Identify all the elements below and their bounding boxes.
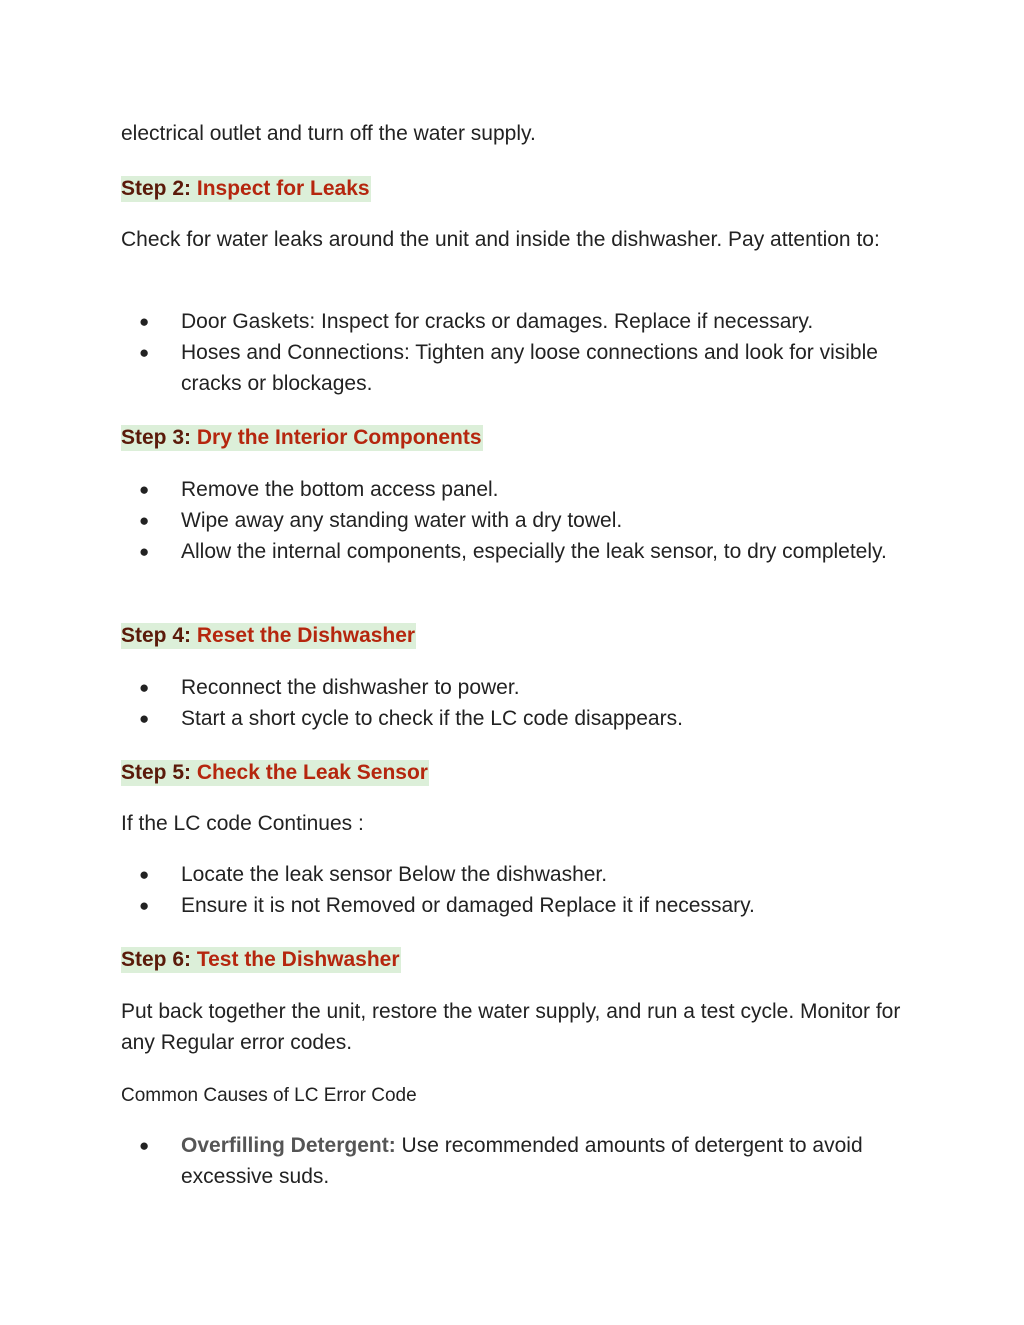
list-item-text: Remove the bottom access panel. [181,478,499,501]
bullet-icon: ● [139,865,150,884]
list-item-text: Allow the internal components, especially the leak sensor, to dry completely. [181,540,887,563]
intro-paragraph: electrical outlet and turn off the water supply. [121,122,536,145]
step-2-description: Check for water leaks around the unit and inside the dishwasher. Pay attention to: [121,228,880,251]
step-5-heading [121,757,911,788]
list-item-text: Locate the leak sensor Below the dishwasher. [181,863,608,886]
list-item [121,859,911,890]
step-4-list [121,672,911,734]
list-item [121,703,911,734]
step-2-list [121,306,911,399]
step-2-heading [121,173,911,204]
list-item [121,337,911,399]
step-2-highlight [121,176,371,202]
step-6-heading [121,944,911,975]
step-3-highlight [121,425,483,451]
step-3-prefix: Step 3: [121,426,197,449]
step-5-description: If the LC code Continues : [121,812,364,835]
step-2-prefix: Step 2: [121,177,197,200]
step-6-prefix: Step 6: [121,948,197,971]
list-item-text: Door Gaskets: Inspect for cracks or damages. Replace if necessary. [181,310,814,333]
step-4-title: Reset the Dishwasher [196,624,416,647]
bullet-icon: ● [139,312,150,331]
list-item-text: Wipe away any standing water with a dry towel. [181,509,623,532]
bullet-icon: ● [139,343,150,362]
bullet-icon: ● [139,542,150,561]
list-item [121,474,911,505]
causes-list [121,1130,911,1192]
list-item-text: Ensure it is not Removed or damaged Replace it if necessary. [181,894,755,917]
step-4-highlight [121,623,416,649]
list-item [121,505,911,536]
step-6-highlight [121,947,401,973]
step-6-description: Put back together the unit, restore the water supply, and run a test cycle. Monitor for any Regular error codes. [121,1000,901,1054]
list-item [121,536,911,567]
bullet-icon: ● [139,709,150,728]
step-5-title: Check the Leak Sensor [196,761,428,784]
step-5-prefix: Step 5: [121,761,197,784]
step-5-highlight [121,760,429,786]
step-3-heading [121,422,911,453]
step-6-title: Test the Dishwasher [196,948,400,971]
step-4-prefix: Step 4: [121,624,197,647]
list-item-text: Start a short cycle to check if the LC code disappears. [181,707,683,730]
bullet-icon: ● [139,480,150,499]
list-item [121,1130,911,1192]
step-3-list [121,474,911,567]
list-item [121,672,911,703]
bullet-icon: ● [139,511,150,530]
list-item-text: Hoses and Connections: Tighten any loose connections and look for visible cracks or blockages. [181,341,878,395]
cause-label: Overfilling Detergent: [181,1134,396,1157]
cause-text: Use recommended amounts of detergent to avoid excessive suds. [181,1134,863,1188]
step-2-title: Inspect for Leaks [196,177,370,200]
step-4-heading [121,620,911,651]
step-3-title: Dry the Interior Components [196,426,482,449]
bullet-icon: ● [139,896,150,915]
bullet-icon: ● [139,1136,150,1155]
causes-heading: Common Causes of LC Error Code [121,1085,417,1106]
list-item [121,306,911,337]
list-item [121,890,911,921]
bullet-icon: ● [139,678,150,697]
list-item-text: Reconnect the dishwasher to power. [181,676,520,699]
step-5-list [121,859,911,921]
